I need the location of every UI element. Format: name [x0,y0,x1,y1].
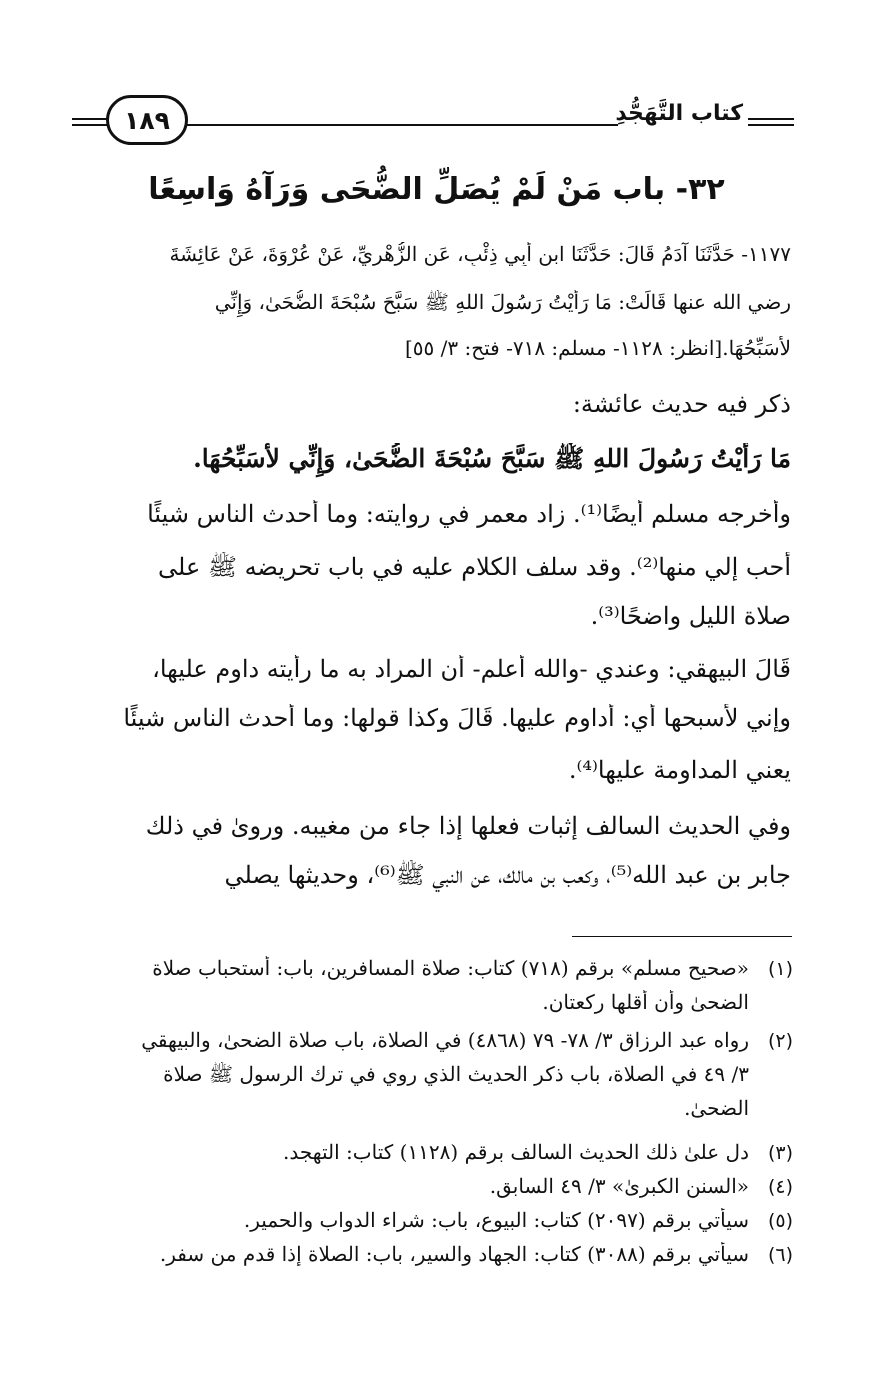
footnote-line: سيأتي برقم (٢٠٩٧) كتاب: البيوع، باب: شراء الدواب والحمير. [243,1208,749,1232]
footnote-number: (٤) [767,1176,793,1198]
commentary-intro: ذكر فيه حديث عائشة: [572,390,791,418]
paragraph-line: صلاة الليل واضحًا⁽³⁾. [590,602,791,630]
paragraph-line: يعني المداومة عليها⁽⁴⁾. [568,756,791,784]
chapter-title: ٣٢- باب مَنْ لَمْ يُصَلِّ الضُّحَى وَرَآهُ وَاسِعًا [148,172,725,207]
hadith-line: لأُسَبِّحُهَا.[انظر: ١١٢٨- مسلم: ٧١٨- فتح: ٣/ ٥٥] [404,336,791,360]
hadith-quote: مَا رَأَيْتُ رَسُولَ اللهِ ﷺ سَبَّحَ سُبْحَةَ الضُّحَىٰ، وَإِنِّي لأُسَبِّحُهَا. [193,444,791,473]
hadith-line: رضي الله عنها قَالَتْ: مَا رَأَيْتُ رَسُولَ اللهِ ﷺ سَبَّحَ سُبْحَةَ الضُّحَىٰ، وَإِنِّي [214,290,791,314]
footnote-separator [572,936,792,937]
footnote-line: «السنن الكبرىٰ» ٣/ ٤٩ السابق. [489,1174,749,1198]
hadith-line: ١١٧٧- حَدَّثَنَا آدَمُ قَالَ: حَدَّثَنَا ابن أَبِي ذِئْبٍ، عَنِ الزُّهْرِيِّ، عَنْ عُرْوَةَ، عَنْ عَائِشَةَ [169,242,791,266]
footnote-number: (٣) [767,1142,793,1164]
running-title: كتاب التَّهَجُّدِ [615,101,743,126]
footnote-number: (٦) [767,1244,793,1266]
header-rule-middle [186,124,618,126]
page-number-badge [106,95,188,145]
footnote-number: (٢) [767,1030,793,1052]
footnote-line: رواه عبد الرزاق ٣/ ٧٨- ٧٩ (٤٨٦٨) في الصلاة، باب صلاة الضحىٰ، والبيهقي [141,1028,749,1052]
footnote-line: الضحىٰ. [684,1096,749,1120]
footnote-line: الضحىٰ وأن أقلها ركعتان. [542,990,749,1014]
header-rule-right [748,118,794,126]
page-number: ١٨٩ [124,105,170,135]
paragraph-line: وأخرجه مسلم أيضًا⁽¹⁾. زاد معمر في روايته: وما أحدث الناس شيئًا [147,500,791,528]
paragraph-line: أحب إلي منها⁽²⁾. وقد سلف الكلام عليه في باب تحريضه ﷺ على [158,553,791,581]
paragraph-line: وفي الحديث السالف إثبات فعلها إذا جاء من مغيبه. وروىٰ في ذلك [145,812,791,840]
footnote-line: ٣/ ٤٩ في الصلاة، باب ذكر الحديث الذي روي في ترك الرسول ﷺ صلاة [163,1062,749,1086]
footnote-line: سيأتي برقم (٣٠٨٨) كتاب: الجهاد والسير، باب: الصلاة إذا قدم من سفر. [159,1242,749,1266]
paragraph-line: وإني لأسبحها أي: أداوم عليها. قَالَ وكذا قولها: وما أحدث الناس شيئًا [123,704,791,732]
paragraph-line: قَالَ البيهقي: وعندي -والله أعلم- أن المراد به ما رأيته داوم عليها، [152,655,791,683]
footnote-number: (٥) [767,1210,793,1232]
paragraph-line: جابر بن عبد الله⁽⁵⁾، وكعب بن مالك، عن النبي ﷺ⁽⁶⁾، وحديثها يصلي [224,861,791,889]
footnote-line: «صحيح مسلم» برقم (٧١٨) كتاب: صلاة المسافرين، باب: أستحباب صلاة [152,956,749,980]
footnote-number: (١) [767,958,793,980]
footnote-line: دل علىٰ ذلك الحديث السالف برقم (١١٢٨) كتاب: التهجد. [283,1140,749,1164]
